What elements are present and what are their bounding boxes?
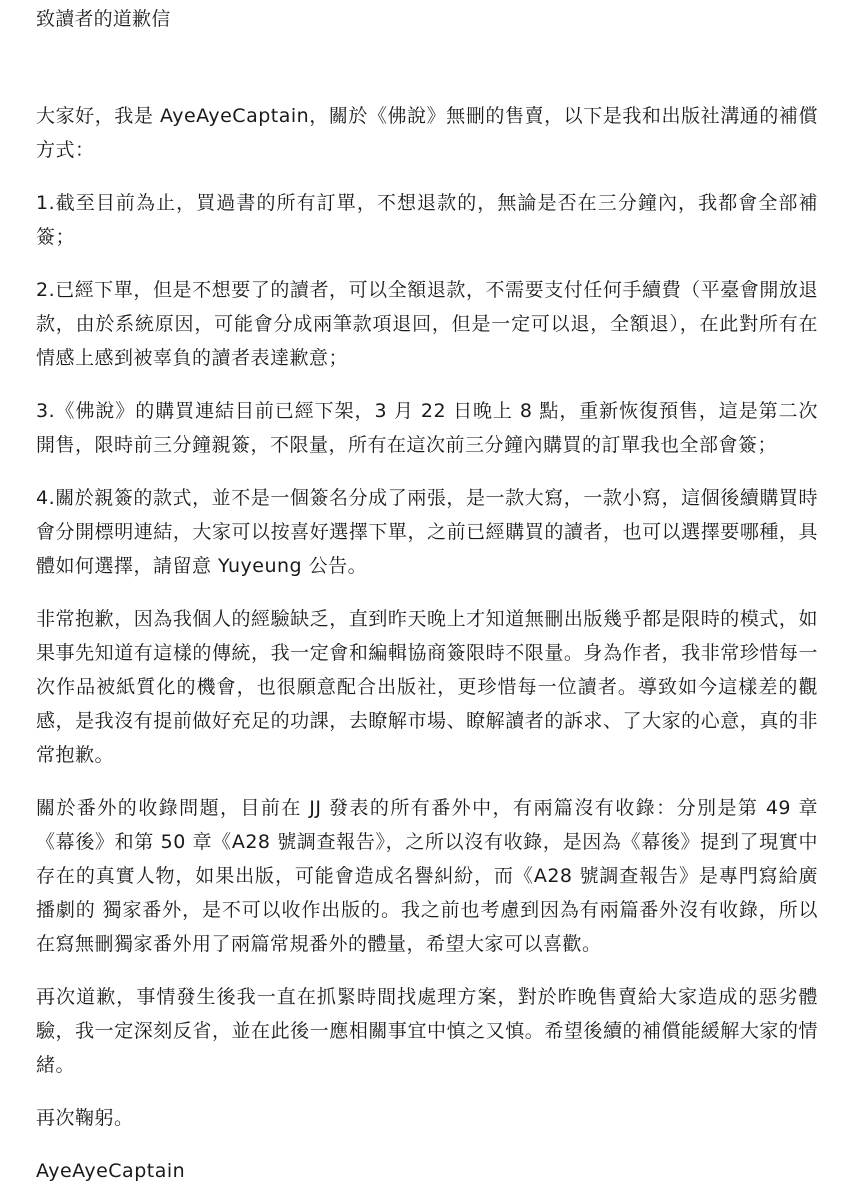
signature: AyeAyeCaptain (36, 1160, 186, 1182)
extras-paragraph: 關於番外的收錄問題，目前在 JJ 發表的所有番外中，有兩篇沒有收錄：分別是第 49 章《幕後》和第 50 章《A28 號調查報告》，之所以沒有收錄，是因為《幕後》提到了現實中存在的真實人物，如果出版，可能會造成名譽糾紛，而《A28 號調查報告》是專門寫給廣播劇的 獨家番外，是不可以收作出版的。我之前也考慮到因為有兩篇番外沒有收錄，所以在寫無刪獨家番外用了兩篇常規番外的體量，希望大家可以喜歡。 (36, 797, 818, 955)
greeting-paragraph: 大家好，我是 AyeAyeCaptain，關於《佛說》無刪的售賣，以下是我和出版社溝通的補償方式： (36, 105, 818, 161)
second-apology-paragraph: 再次道歉，事情發生後我一直在抓緊時間找處理方案，對於昨晚售賣給大家造成的惡劣體驗，我一定深刻反省，並在此後一應相關事宜中慎之又慎。希望後續的補償能緩解大家的情緒。 (36, 986, 818, 1076)
compensation-item-2: 2.已經下單，但是不想要了的讀者，可以全額退款，不需要支付任何手續費（平臺會開放退款，由於系統原因，可能會分成兩筆款項退回，但是一定可以退，全額退），在此對所有在情感上感到被辜負的讀者表達歉意； (36, 279, 818, 369)
letter-document (36, 0, 818, 1188)
compensation-item-1: 1.截至目前為止，買過書的所有訂單，不想退款的，無論是否在三分鐘內，我都會全部補簽； (36, 192, 818, 248)
letter-body (36, 99, 818, 1188)
bow-paragraph: 再次鞠躬。 (36, 1107, 134, 1129)
compensation-item-3: 3.《佛說》的購買連結目前已經下架，3 月 22 日晚上 8 點，重新恢復預售，這是第二次開售，限時前三分鐘親簽，不限量，所有在這次前三分鐘內購買的訂單我也全部會簽； (36, 400, 818, 456)
compensation-item-4: 4.關於親簽的款式，並不是一個簽名分成了兩張，是一款大寫，一款小寫，這個後續購買時會分開標明連結，大家可以按喜好選擇下單，之前已經購買的讀者，也可以選擇要哪種，具體如何選擇，請留意 Yuyeung 公告。 (36, 487, 818, 577)
apology-paragraph: 非常抱歉，因為我個人的經驗缺乏，直到昨天晚上才知道無刪出版幾乎都是限時的模式，如果事先知道有這樣的傳統，我一定會和編輯協商簽限時不限量。身為作者，我非常珍惜每一次作品被紙質化的機會，也很願意配合出版社，更珍惜每一位讀者。導致如今這樣差的觀感，是我沒有提前做好充足的功課，去瞭解市場、瞭解讀者的訴求、了大家的心意，真的非常抱歉。 (36, 608, 818, 766)
letter-title: 致讀者的道歉信 (36, 8, 171, 30)
